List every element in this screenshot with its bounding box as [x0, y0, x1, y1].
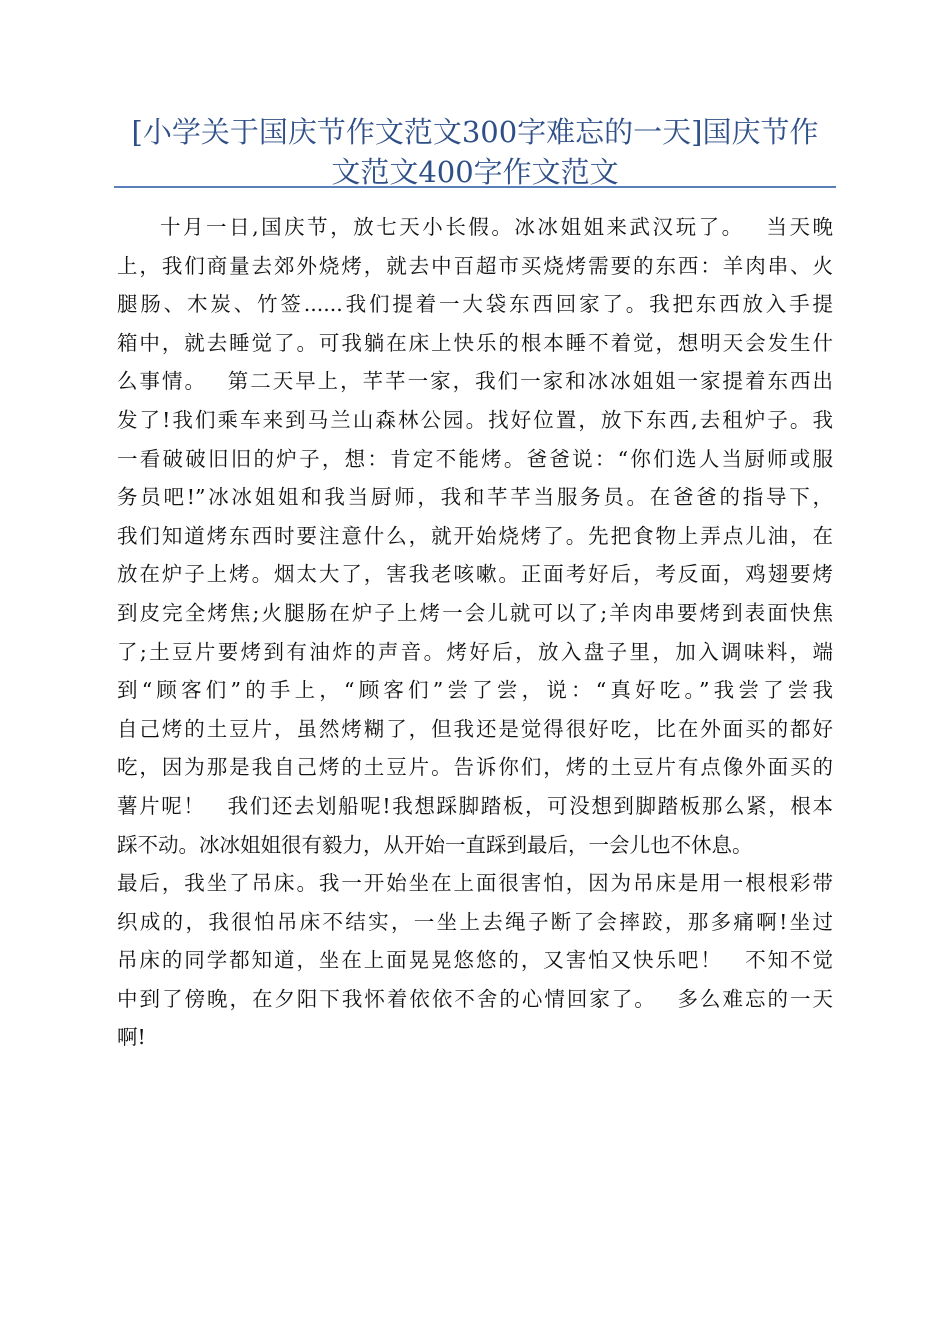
body-line: 了;土豆片要烤到有油炸的声音。烤好后，放入盘子里，加入调味料，端	[117, 639, 833, 664]
body-line: 发了!我们乘车来到马兰山森林公园。找好位置，放下东西,去租炉子。我	[117, 407, 833, 432]
body-line: 务员吧!”冰冰姐姐和我当厨师，我和芊芊当服务员。在爸爸的指导下，	[117, 485, 833, 510]
body-line: 最后，我坐了吊床。我一开始坐在上面很害怕，因为吊床是用一根根彩带	[117, 871, 833, 896]
body-line: 自己烤的土豆片，虽然烤糊了，但我还是觉得很好吃，比在外面买的都好	[117, 716, 833, 741]
title-line-2: 文范文400字作文范文	[331, 155, 619, 189]
body-line: 箱中，就去睡觉了。可我躺在床上快乐的根本睡不着觉，想明天会发生什	[117, 330, 833, 355]
body-line: 放在炉子上烤。烟太大了，害我老咳嗽。正面考好后，考反面，鸡翅要烤	[117, 562, 833, 587]
body-line: 十月一日,国庆节，放七天小长假。冰冰姐姐来武汉玩了。 当天晚	[160, 215, 833, 239]
body-line: 踩不动。冰冰姐姐很有毅力，从开始一直踩到最后，一会儿也不休息。	[117, 832, 753, 857]
essay-body	[117, 208, 833, 1057]
title-line-1: [小学关于国庆节作文范文300字难忘的一天]国庆节作	[131, 115, 819, 149]
body-line: 到皮完全烤焦;火腿肠在炉子上烤一会儿就可以了;羊肉串要烤到表面快焦	[117, 600, 833, 625]
body-line: 到“顾客们”的手上，“顾客们”尝了尝，说：“真好吃。”我尝了尝我	[117, 678, 833, 703]
document-title	[114, 112, 836, 192]
body-line: 一看破破旧旧的炉子，想：肯定不能烤。爸爸说：“你们选人当厨师或服	[117, 446, 833, 471]
body-line: 腿肠、木炭、竹签......我们提着一大袋东西回家了。我把东西放入手提	[117, 292, 833, 317]
body-line: 啊!	[117, 1025, 146, 1050]
title-underline-divider	[114, 186, 836, 188]
body-line: 吃，因为那是我自己烤的土豆片。告诉你们，烤的土豆片有点像外面买的	[117, 755, 833, 780]
body-line: 吊床的同学都知道，坐在上面晃晃悠悠的，又害怕又快乐吧！ 不知不觉	[117, 948, 833, 973]
body-line: 薯片呢！ 我们还去划船呢!我想踩脚踏板，可没想到脚踏板那么紧，根本	[117, 793, 833, 818]
body-line: 中到了傍晚，在夕阳下我怀着依依不舍的心情回家了。 多么难忘的一天	[117, 986, 833, 1011]
body-line: 上，我们商量去郊外烧烤，就去中百超市买烧烤需要的东西：羊肉串、火	[117, 253, 833, 278]
body-line: 么事情。 第二天早上，芊芊一家，我们一家和冰冰姐姐一家提着东西出	[117, 369, 833, 394]
body-line: 我们知道烤东西时要注意什么，就开始烧烤了。先把食物上弄点儿油，在	[117, 523, 833, 548]
body-line: 织成的，我很怕吊床不结实，一坐上去绳子断了会摔跤，那多痛啊!坐过	[117, 909, 833, 934]
